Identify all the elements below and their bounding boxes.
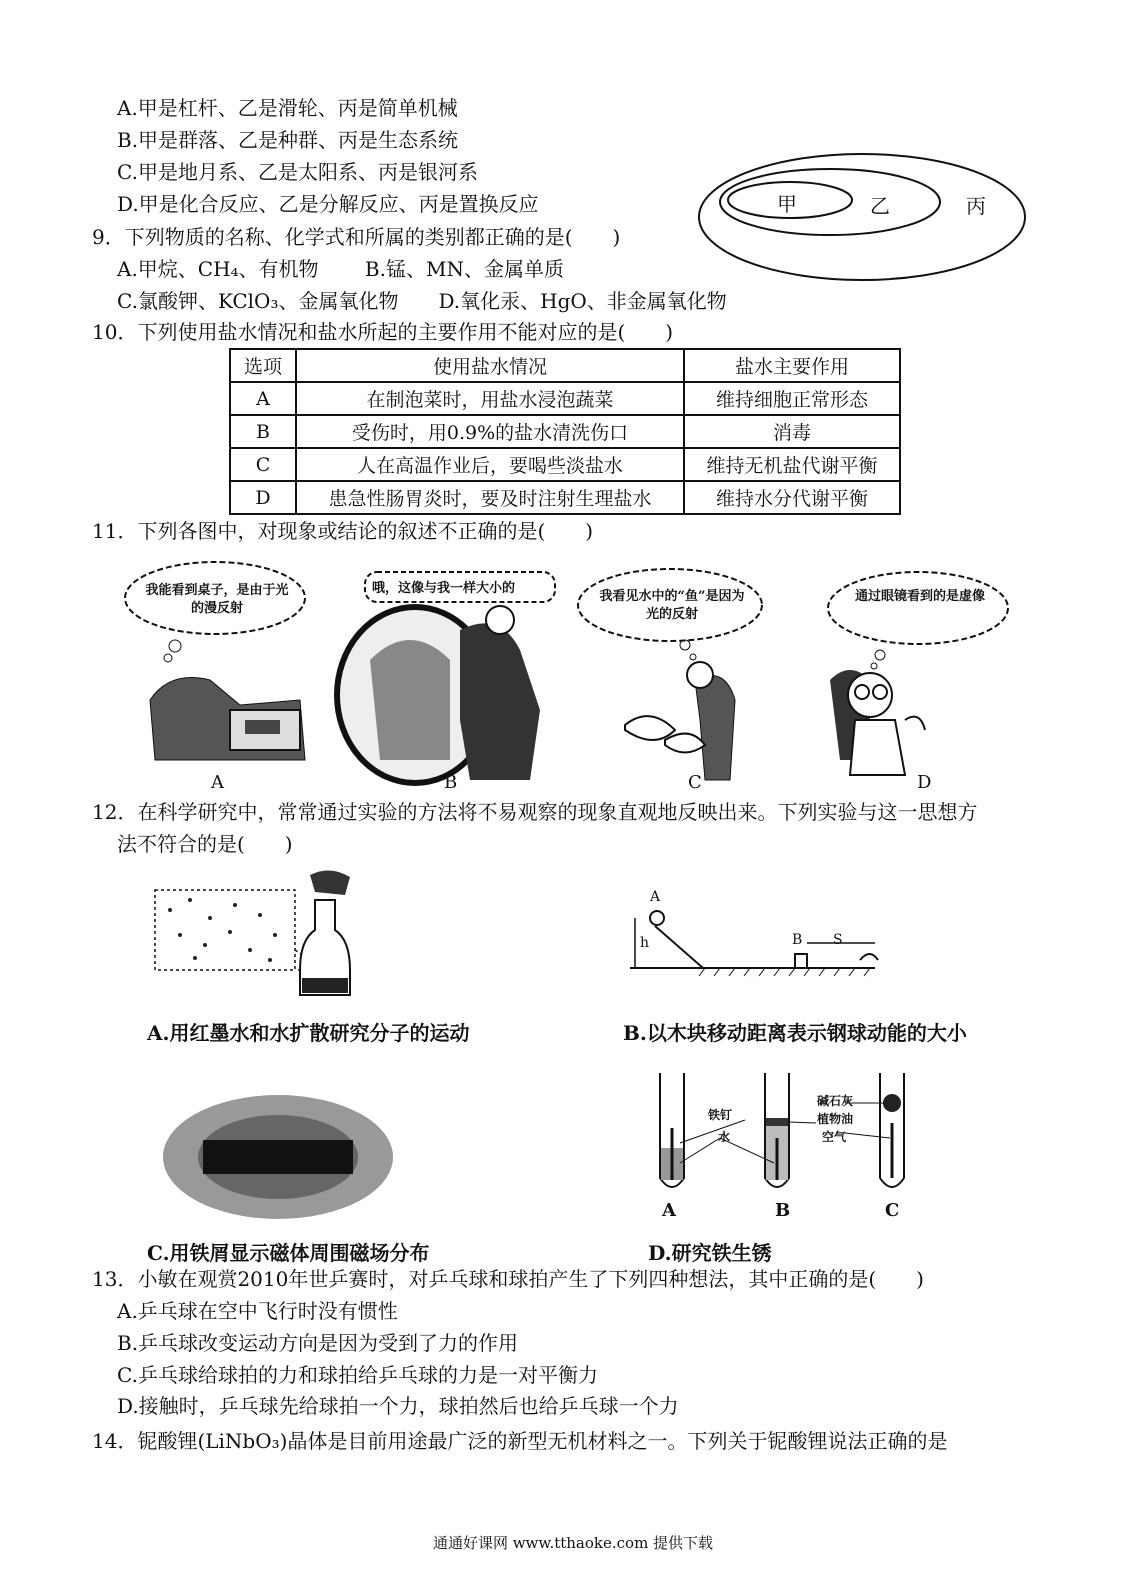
cartoon-label-c: C: [688, 772, 702, 793]
label-air: 空气: [822, 1130, 847, 1144]
q10-stem: 10．下列使用盐水情况和盐水所起的主要作用不能对应的是( ): [92, 320, 674, 344]
header-usage: 使用盐水情况: [296, 349, 684, 382]
table-cell: 消毒: [684, 415, 900, 448]
rust-test-tubes-figure: [650, 1068, 920, 1198]
q8-nested-ellipse-diagram: [695, 150, 1030, 290]
q9-stem: 9．下列物质的名称、化学式和所属的类别都正确的是( ): [92, 225, 621, 249]
tube-label-b: B: [775, 1200, 791, 1221]
cartoon-b-mirror-illustration: [330, 570, 570, 780]
speech-bubble-d: 通过眼镜看到的是虚像: [855, 589, 986, 604]
ramp-label-a: A: [650, 889, 661, 905]
table-header-row: [230, 349, 900, 382]
q11-stem: 11．下列各图中，对现象或结论的叙述不正确的是( ): [92, 519, 594, 543]
header-option: 选项: [230, 349, 296, 382]
header-function: 盐水主要作用: [684, 349, 900, 382]
q12-stem-line2: 法不符合的是( ): [117, 832, 293, 856]
table-row: [230, 481, 900, 514]
ramp-figure: [625, 890, 885, 980]
q13-option-d: D.接触时，乒乓球先给球拍一个力，球拍然后也给乒乓球一个力: [117, 1394, 679, 1418]
tube-label-c: C: [885, 1200, 900, 1221]
table-cell: B: [230, 415, 296, 448]
q13-option-b: B.乒乓球改变运动方向是因为受到了力的作用: [117, 1331, 519, 1355]
table-row: [230, 382, 900, 415]
tube-label-a: A: [662, 1200, 676, 1221]
q9-options-row2: C.氯酸钾、KClO₃、金属氧化物 D.氧化汞、HgO、非金属氧化物: [117, 289, 727, 313]
ramp-label-b: B: [792, 932, 803, 948]
q13-stem: 13．小敏在观赏2010年世乒赛时，对乒乓球和球拍产生了下列四种想法，其中正确的是( ): [92, 1267, 924, 1291]
speech-bubble-a: 我能看到桌子，是由于光的漫反射: [145, 583, 289, 616]
table-cell: 人在高温作业后，要喝些淡盐水: [296, 448, 684, 481]
q13-option-a: A.乒乓球在空中飞行时没有惯性: [117, 1299, 398, 1323]
table-cell: 在制泡菜时，用盐水浸泡蔬菜: [296, 382, 684, 415]
label-plant-oil: 植物油: [817, 1112, 854, 1126]
q13-option-c: C.乒乓球给球拍的力和球拍给乒乓球的力是一对平衡力: [117, 1363, 598, 1387]
table-cell: A: [230, 382, 296, 415]
q8-option-b: B.甲是群落、乙是种群、丙是生态系统: [117, 128, 459, 152]
diffusion-figure: [150, 870, 370, 1005]
speech-bubble-c: 我看见水中的“鱼”是因为光的反射: [599, 589, 745, 622]
table-cell: C: [230, 448, 296, 481]
diagram-label-bing: 丙: [966, 194, 986, 218]
q14-stem: 14．铌酸锂(LiNbO₃)晶体是目前用途最广泛的新型无机材料之一。下列关于铌酸锂说法正确的是: [92, 1429, 948, 1453]
q12-caption-d: D.研究铁生锈: [648, 1241, 772, 1265]
table-row: [230, 415, 900, 448]
diagram-label-jia: 甲: [777, 192, 797, 216]
cartoon-label-d: D: [917, 772, 932, 793]
cartoon-label-a: A: [211, 772, 224, 793]
diagram-label-yi: 乙: [870, 194, 890, 218]
table-cell: 维持无机盐代谢平衡: [684, 448, 900, 481]
ramp-label-h: h: [640, 935, 650, 951]
q10-saltwater-table: [229, 348, 901, 515]
q12-caption-c: C.用铁屑显示磁体周围磁场分布: [147, 1241, 430, 1265]
label-soda-lime: 碱石灰: [817, 1094, 854, 1108]
speech-bubble-b: 哦，这像与我一样大小的: [372, 581, 516, 596]
cartoon-label-b: B: [444, 772, 458, 793]
table-cell: 受伤时，用0.9%的盐水清洗伤口: [296, 415, 684, 448]
q12-caption-a: A.用红墨水和水扩散研究分子的运动: [147, 1021, 470, 1045]
ramp-label-s: S: [833, 932, 843, 948]
q8-option-d: D.甲是化合反应、乙是分解反应、丙是置换反应: [117, 192, 539, 216]
label-iron-nail: 铁钉: [708, 1108, 733, 1122]
table-cell: 患急性肠胃炎时，要及时注射生理盐水: [296, 481, 684, 514]
q8-option-a: A.甲是杠杆、乙是滑轮、丙是简单机械: [117, 96, 458, 120]
table-cell: 维持细胞正常形态: [684, 382, 900, 415]
magnet-filings-figure: [158, 1092, 398, 1222]
q8-option-c: C.甲是地月系、乙是太阳系、丙是银河系: [117, 160, 478, 184]
table-cell: D: [230, 481, 296, 514]
footer-source: 通通好课网 www.tthaoke.com 提供下载: [432, 1534, 714, 1552]
table-cell: 维持水分代谢平衡: [684, 481, 900, 514]
q12-stem-line1: 12．在科学研究中，常常通过实验的方法将不易观察的现象直观地反映出来。下列实验与这一思想方: [92, 800, 978, 824]
table-row: [230, 448, 900, 481]
q12-caption-b: B.以木块移动距离表示钢球动能的大小: [623, 1021, 967, 1045]
label-water: 水: [718, 1130, 731, 1144]
q9-options-row1: A.甲烷、CH₄、有机物 B.锰、MN、金属单质: [117, 257, 564, 281]
